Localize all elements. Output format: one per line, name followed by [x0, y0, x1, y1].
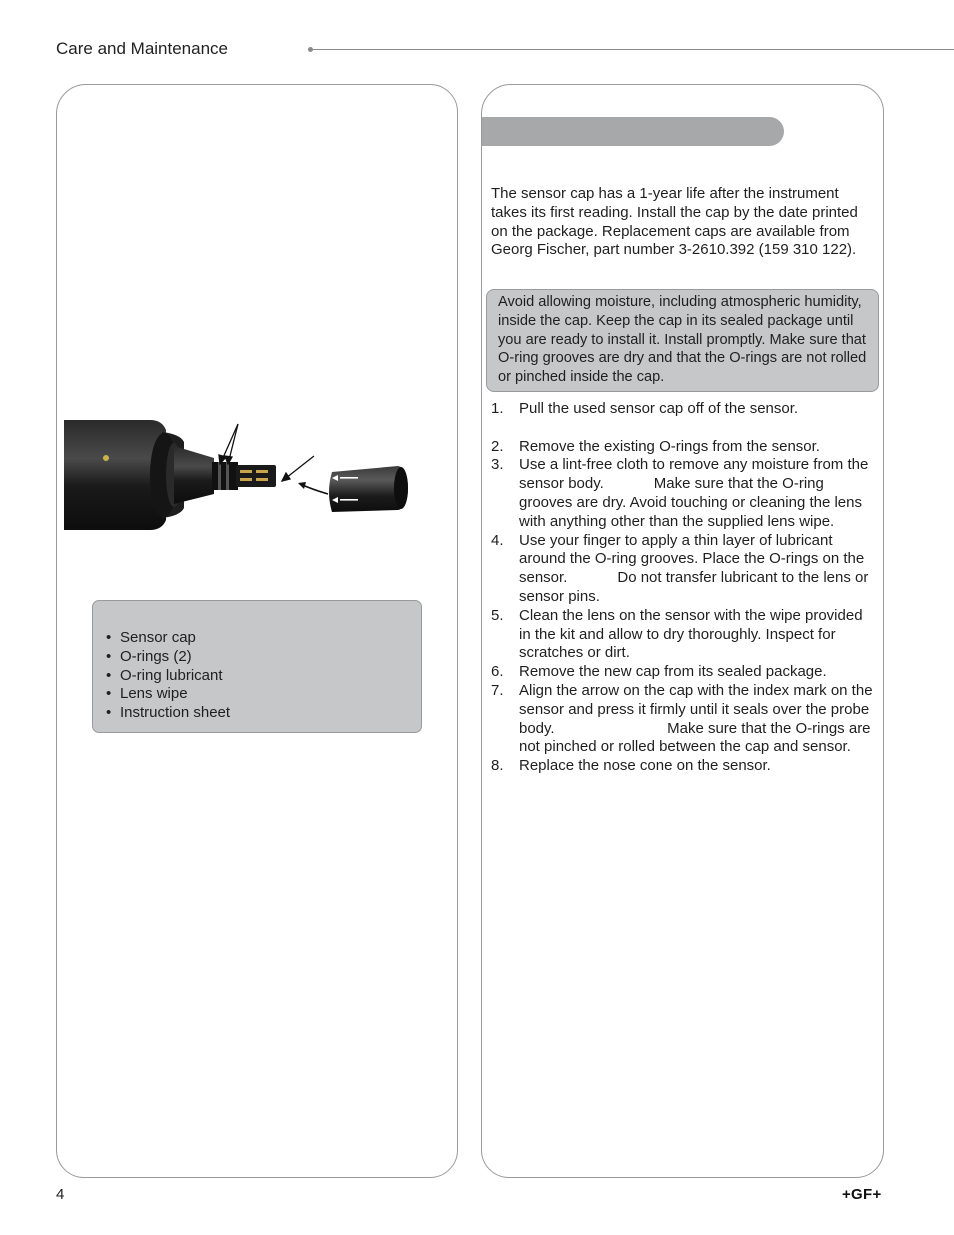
step-number: 5. [491, 606, 504, 624]
kit-item: • O-rings (2) [106, 647, 192, 665]
sensor-tip [236, 465, 276, 487]
step-item [491, 757, 876, 776]
step-text: Remove the existing O-rings from the sensor. [519, 437, 820, 455]
step-item [491, 663, 876, 682]
kit-item: • Sensor cap [106, 629, 196, 646]
page-header-title: Care and Maintenance [56, 39, 229, 58]
step-text: Pull the used sensor cap off of the sensor. [519, 400, 799, 417]
sensor-neck [212, 462, 238, 490]
step-item [491, 456, 876, 531]
step-number: 4. [491, 531, 504, 549]
step-number: 8. [491, 757, 504, 775]
intro-paragraph: The sensor cap has a 1-year life after the instrument takes its first reading. Install the cap by the date printed on the package. Replacement caps are available from Georg Fischer, part number 3-2610.392 (159 310 122). [491, 185, 858, 259]
kit-contents-list [106, 629, 230, 723]
step-text: Clean the lens on the sensor with the wipe provided in the kit and allow to dry thoroughly. Inspect for scratches or dirt. [519, 606, 863, 662]
step-item [491, 400, 876, 419]
sensor-cap-photo [62, 412, 412, 537]
o-ring-groove [226, 462, 229, 490]
step-item [491, 438, 876, 457]
step-number: 1. [491, 400, 504, 417]
step-number: 7. [491, 681, 504, 699]
section-heading-bar [482, 117, 784, 146]
page-number: 4 [56, 1186, 65, 1203]
sensor-cone [174, 446, 214, 504]
step-text: Align the arrow on the cap with the index mark on the sensor and press it firmly until it seals over the probe body. Make sure that the O-rings are not pinched or rolled between the cap and sensor. [519, 681, 877, 756]
step-text: Remove the new cap from its sealed package. [519, 663, 827, 681]
gf-logo: +GF+ [842, 1186, 882, 1203]
step-item [491, 682, 876, 757]
header-rule [312, 49, 954, 50]
step-text: Replace the nose cone on the sensor. [519, 757, 771, 775]
kit-item: • O-ring lubricant [106, 666, 223, 684]
step-number: 3. [491, 456, 504, 474]
step-text: Use a lint-free cloth to remove any moisture from the sensor body. Make sure that the O-ring grooves are dry. Avoid touching or cleaning the lens with anything other than the supplied lens wipe. [519, 456, 873, 530]
sensor-index-dot [103, 455, 109, 461]
kit-item: • Instruction sheet [106, 704, 231, 722]
procedure-steps [491, 400, 876, 776]
step-item [491, 532, 876, 607]
kit-item: • Lens wipe [106, 685, 188, 703]
step-number: 6. [491, 663, 504, 681]
step-item [491, 607, 876, 663]
step-number: 2. [491, 437, 504, 455]
step-text: Use your finger to apply a thin layer of lubricant around the O-ring grooves. Place the O-rings on the sensor. Do not transfer lubricant to the lens or sensor pins. [519, 531, 873, 605]
caution-text: Avoid allowing moisture, including atmospheric humidity, inside the cap. Keep the cap in its sealed package until you are ready to install it. Install promptly. Make sure that O-ring grooves are dry and that the O-rings are not rolled or pinched inside the cap. [498, 294, 867, 386]
o-ring-groove [218, 462, 221, 490]
